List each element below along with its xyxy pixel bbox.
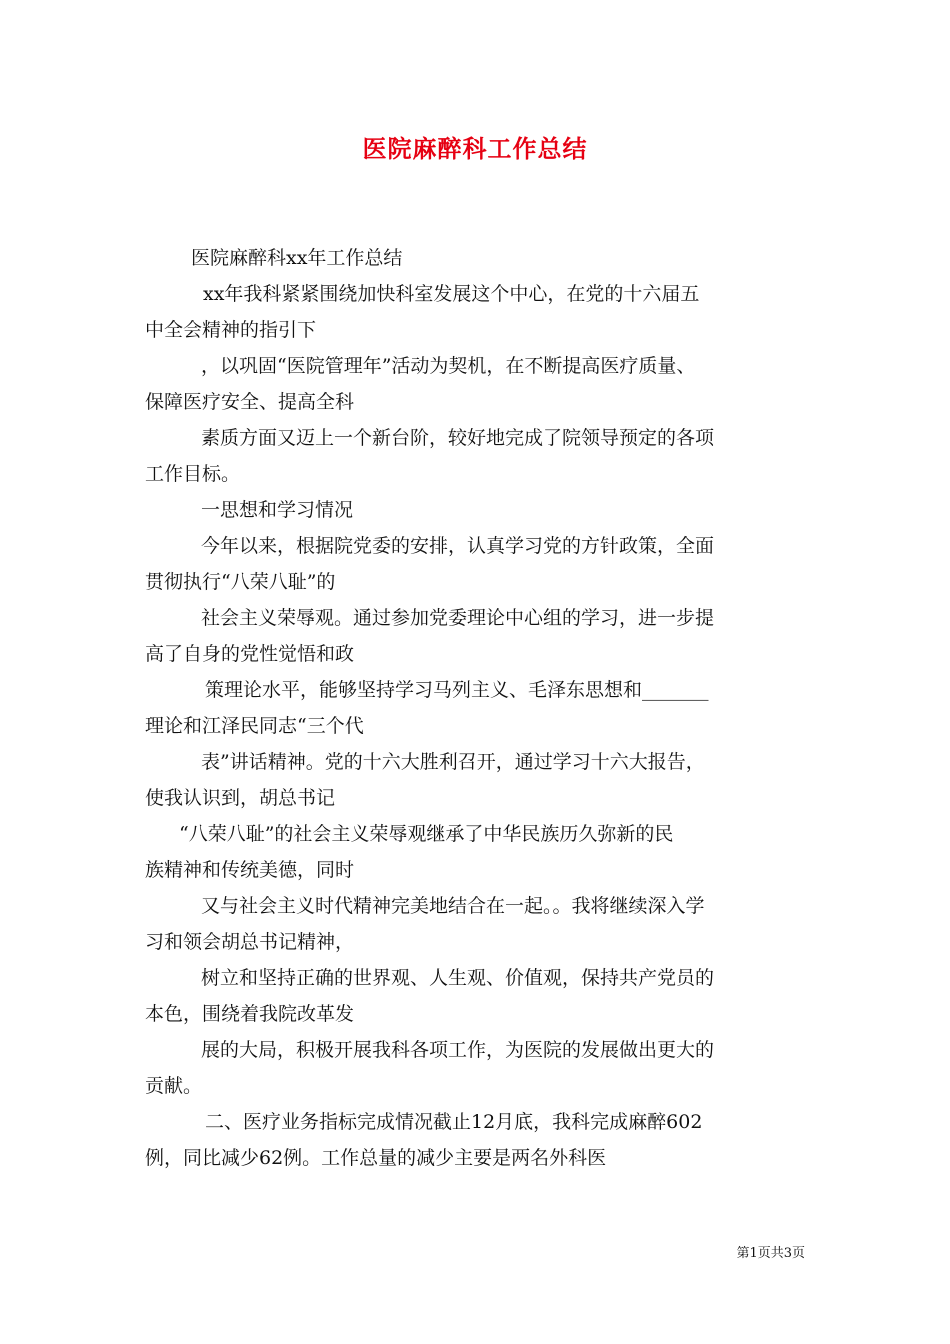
paragraph-line: 习和领会胡总书记精神， <box>145 931 355 953</box>
paragraph <box>145 420 807 492</box>
document-title: 医院麻醉科工作总结 <box>362 134 588 163</box>
paragraph <box>145 348 807 420</box>
paragraph-line: ，以巩固“医院管理年”活动为契机，在不断提高医疗质量、 <box>201 355 696 377</box>
paragraph <box>145 528 807 600</box>
paragraph-line: 贡献。 <box>145 1075 203 1097</box>
paragraph-line: xx年我科紧紧围绕加快科室发展这个中心，在党的十六届五 <box>203 283 700 305</box>
paragraph-line: 一思想和学习情况 <box>201 499 354 521</box>
paragraph-line: 今年以来，根据院党委的安排，认真学习党的方针政策，全面 <box>201 535 715 557</box>
paragraph-line: 理论和江泽民同志“三个代 <box>145 715 364 737</box>
paragraph-line: 二、医疗业务指标完成情况截止12月底，我科完成麻醉602 <box>205 1111 703 1133</box>
section-heading <box>145 492 807 528</box>
paragraph-line: 社会主义荣辱观。通过参加党委理论中心组的学习，进一步提 <box>201 607 715 629</box>
paragraph-line: 贯彻执行“八荣八耻”的 <box>145 571 336 593</box>
paragraph-line: 策理论水平，能够坚持学习马列主义、毛泽东思想和_______ <box>205 679 709 701</box>
paragraph-line: 表”讲话精神。党的十六大胜利召开，通过学习十六大报告， <box>201 751 705 773</box>
paragraph-line: 族精神和传统美德，同时 <box>145 859 355 881</box>
paragraph-line: 例，同比减少62例。工作总量的减少主要是两名外科医 <box>145 1147 607 1169</box>
paragraph-line: 树立和坚持正确的世界观、人生观、价值观，保持共产党员的 <box>201 967 715 989</box>
paragraph <box>145 672 807 744</box>
paragraph <box>145 1032 807 1104</box>
paragraph-line: 工作目标。 <box>145 463 241 485</box>
paragraph-heading <box>145 240 807 276</box>
paragraph-line: 医院麻醉科xx年工作总结 <box>191 247 403 269</box>
paragraph-line: 素质方面又迈上一个新台阶，较好地完成了院领导预定的各项 <box>201 427 715 449</box>
paragraph-line: 高了自身的党性觉悟和政 <box>145 643 355 665</box>
paragraph <box>145 1104 807 1176</box>
paragraph <box>145 888 807 960</box>
paragraph <box>145 276 807 348</box>
paragraph <box>145 960 807 1032</box>
paragraph-line: 使我认识到，胡总书记 <box>145 787 336 809</box>
paragraph-line: 中全会精神的指引下 <box>145 319 317 341</box>
paragraph <box>145 600 807 672</box>
document-body <box>145 240 807 1176</box>
paragraph <box>145 816 807 888</box>
paragraph-line: “八荣八耻”的社会主义荣辱观继承了中华民族历久弥新的民 <box>179 823 674 845</box>
page-number: 第1页共3页 <box>736 1246 805 1261</box>
paragraph <box>145 744 807 816</box>
paragraph-line: 展的大局，积极开展我科各项工作，为医院的发展做出更大的 <box>201 1039 715 1061</box>
paragraph-line: 保障医疗安全、提高全科 <box>145 391 355 413</box>
paragraph-line: 又与社会主义时代精神完美地结合在一起。。我将继续深入学 <box>201 895 705 917</box>
paragraph-line: 本色，围绕着我院改革发 <box>145 1003 355 1025</box>
